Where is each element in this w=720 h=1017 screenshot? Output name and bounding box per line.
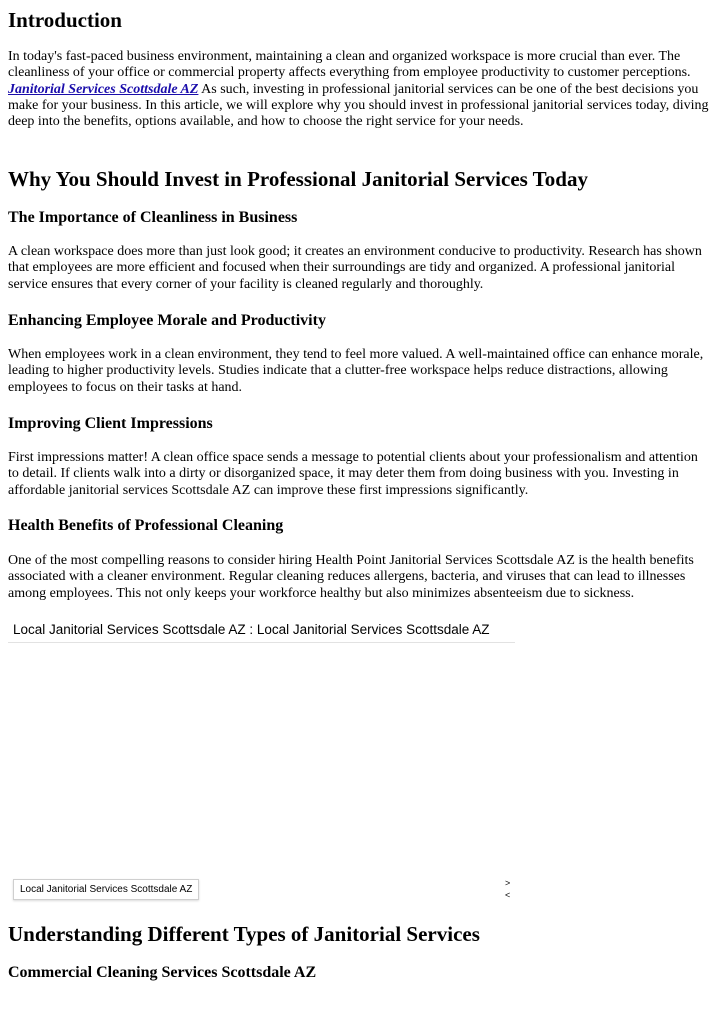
why-section-heading: Why You Should Invest in Professional Janitorial Services Today [8,167,588,191]
intro-text-before-link: In today's fast-paced business environment, maintaining a clean and organized workspace is more crucial than ever. The cleanliness of your office or commercial property affects everything from employee productivity to customer perceptions. [8,49,691,81]
client-impressions-paragraph: First impressions matter! A clean office space sends a message to potential clients about your professionalism and attention to detail. If clients walk into a dirty or disorganized space, it may deter them from doing business with you. Investing in affordable janitorial services Scottsdale AZ can improve these first impressions significantly. [8,450,698,498]
health-benefits-paragraph: One of the most compelling reasons to consider hiring Health Point Janitorial Services Scottsdale AZ is the health benefits associated with a cleaner environment. Regular cleaning reduces allergens, bacteria, and viruses that can lead to illnesses among employees. This not only keeps your workforce healthy but also minimizes absenteeism due to sickness. [8,553,694,601]
prev-arrow-icon[interactable]: < [505,890,511,900]
types-section-heading: Understanding Different Types of Janitorial Services [8,922,480,946]
janitorial-services-link[interactable]: Janitorial Services Scottsdale AZ [8,81,199,97]
embed-content-area[interactable] [8,644,515,876]
embed-title[interactable]: Local Janitorial Services Scottsdale AZ : Local Janitorial Services Scottsdale AZ [8,621,515,643]
health-benefits-heading: Health Benefits of Professional Cleaning [8,517,284,534]
intro-text-after-link: As such, investing in professional janitorial services can be one of the best decisions you make for your business. In this article, we will explore why you should invest in professional janitorial services today, diving deep into the benefits, options available, and how to choose the right service for your needs. [8,81,709,130]
commercial-cleaning-heading: Commercial Cleaning Services Scottsdale AZ [8,964,317,981]
embed-tab[interactable]: Local Janitorial Services Scottsdale AZ [13,879,199,900]
cleanliness-paragraph: A clean workspace does more than just look good; it creates an environment conducive to productivity. Research has shown that employees are more efficient and focused when their surroundings are tidy and organized. A professional janitorial service ensures that every corner of your facility is cleaned regularly and thoroughly. [8,244,702,292]
intro-paragraph [8,49,710,130]
intro-heading: Introduction [8,8,122,32]
morale-heading: Enhancing Employee Morale and Productivity [8,312,326,329]
client-impressions-heading: Improving Client Impressions [8,415,213,432]
cleanliness-heading: The Importance of Cleanliness in Business [8,209,298,226]
morale-paragraph: When employees work in a clean environment, they tend to feel more valued. A well-maintained office can enhance morale, leading to higher productivity levels. Studies indicate that a clutter-free workspace helps reduce distractions, allowing employees to focus on their tasks at hand. [8,347,704,395]
next-arrow-icon[interactable]: > [505,878,511,888]
